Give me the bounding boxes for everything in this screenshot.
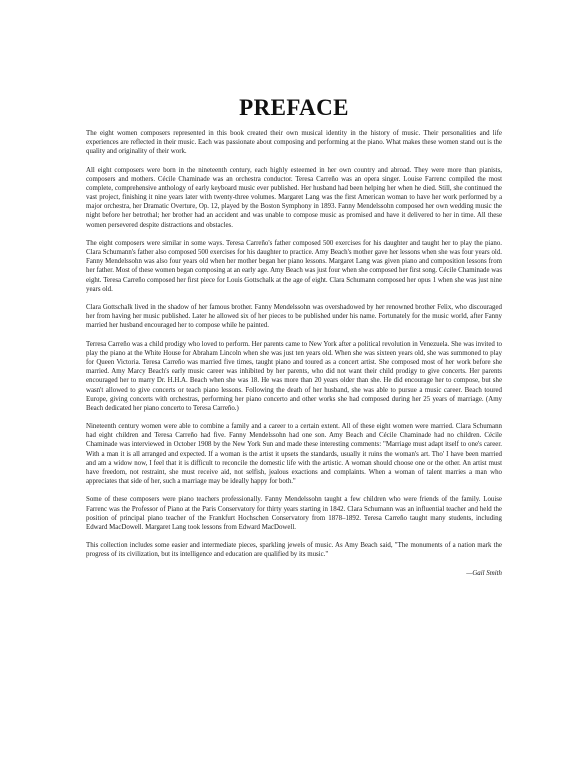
- paragraph: Terresa Carreño was a child prodigy who loved to perform. Her parents came to New York after a political revolution in Venezuela. She was invited to play the piano at the White House for Abraham Lincoln when she was just ten years old. When she was sixteen years old, she was summoned to play for Queen Victoria. Teresa Carreño was married five times, taught piano and toured as a concert artist. She composed most of her work before she married. Amy Marcy Beach's early music career was inhibited by her parents, who did not want their child prodigy to give concerts. Her parents encouraged her to marry Dr. H.H.A. Beach when she was 18. He was more than 20 years older than she. He did encourage her to compose, but she wasn't allowed to give concerts or teach piano lessons. Following the death of her husband, she was able to pursue a music career. Beach toured Europe, giving concerts with orchestras, performing her piano concerto and other works she had composed during her 25 years of marriage. (Amy Beach dedicated her piano concerto to Teresa Carreño.): [86, 340, 502, 412]
- preface-content: [86, 95, 502, 578]
- page-title: PREFACE: [239, 95, 349, 120]
- paragraph: The eight composers were similar in some ways. Teresa Carreño's father composed 500 exercises for his daughter and taught her to play the piano. Clara Schumann's father also composed 500 exercises for his daughter to practice. Amy Beach's mother gave her lessons when she was four years old. Fanny Mendelssohn was also four years old when her mother began her piano lessons. Margaret Lang was given piano and composition lessons from her father. Most of these women began composing at an early age. Amy Beach was just four when she composed her first song. Cécile Chaminade was eight. Teresa Carreño composed her first piece for Louis Gottschalk at the age of eight. Clara Schumann composed her opus 1 when she was just nine years old.: [86, 239, 503, 293]
- paragraph: Some of these composers were piano teachers professionally. Fanny Mendelssohn taught a few children who were friends of the family. Louise Farrenc was the Professor of Piano at the Paris Conservatory for thirty years starting in 1842. Clara Schumann was an influential teacher and held the position of principal piano teacher of the Frankfurt Hochschen Conservatory from 1878–1892. Teresa Carreño taught many students, including Edward MacDowell. Margaret Lang took lessons from Edward MacDowell.: [86, 496, 502, 531]
- author-signature: —Gail Smith: [466, 569, 502, 577]
- paragraph: Clara Gottschalk lived in the shadow of her famous brother. Fanny Mendelssohn was overshadowed by her renowned brother Felix, who discouraged her from having her music published. Later he allowed six of her pieces to be published under his name. Fortunately for the music world, after Fanny married her husband encouraged her to compose while he painted.: [86, 304, 502, 330]
- paragraph: All eight composers were born in the nineteenth century, each highly esteemed in her own country and abroad. They were more than pianists, composers and mothers. Cécile Chaminade was an orchestra conductor. Teresa Carreño was an opera singer. Louise Farrenc compiled the most complete, comprehensive anthology of early keyboard music ever published. Her husband had been helping her when he died. Still, she continued the vast project, finishing it nine years later with twenty-three volumes. Margaret Lang was the first American woman to have her work performed by a major orchestra, her Dramatic Overture, Op. 12, played by the Boston Symphony in 1893. Fanny Mendelssohn composed her own wedding music the night before her betrothal; her brother had an accident and was unable to compose music as promised and have it delivered to her in time. All these women persevered despite distractions and obstacles.: [86, 166, 502, 229]
- paragraph: Nineteenth century women were able to combine a family and a career to a certain extent. All of these eight women were married. Clara Schumann had eight children and Teresa Carreño had five. Fanny Mendelssohn had one son. Amy Beach and Cécile Chaminade had no children. Cécile Chaminade was interviewed in October 1908 by the New York Sun and made these interesting comments: "Marriage must adapt itself to one's career. With a man it is all arranged and expected. If a woman is the artist it upsets the standards, usually it ruins the woman's art. Tho' I have been married and am a widow now, I feel that it is difficult to reconcile the domestic life with the artistic. A woman should choose one or the other. An artist must have freedom, not restraint, she must receive aid, not selfish, jealous exactions and complaints. When a woman of talent marries a man who appreciates that side of her, such a marriage may be ideally happy for both.": [86, 423, 502, 486]
- paragraph: This collection includes some easier and intermediate pieces, sparkling jewels of music. As Amy Beach said, "The monuments of a nation mark the progress of its civilization, but its intelligence and education are qualified by its music.": [86, 542, 502, 559]
- paragraph: The eight women composers represented in this book created their own musical identity in the history of music. Their personalities and life experiences are reflected in their music. Each was passionate about composing and performing at the piano. What makes these women stand out is the quality and originality of their work.: [86, 130, 502, 156]
